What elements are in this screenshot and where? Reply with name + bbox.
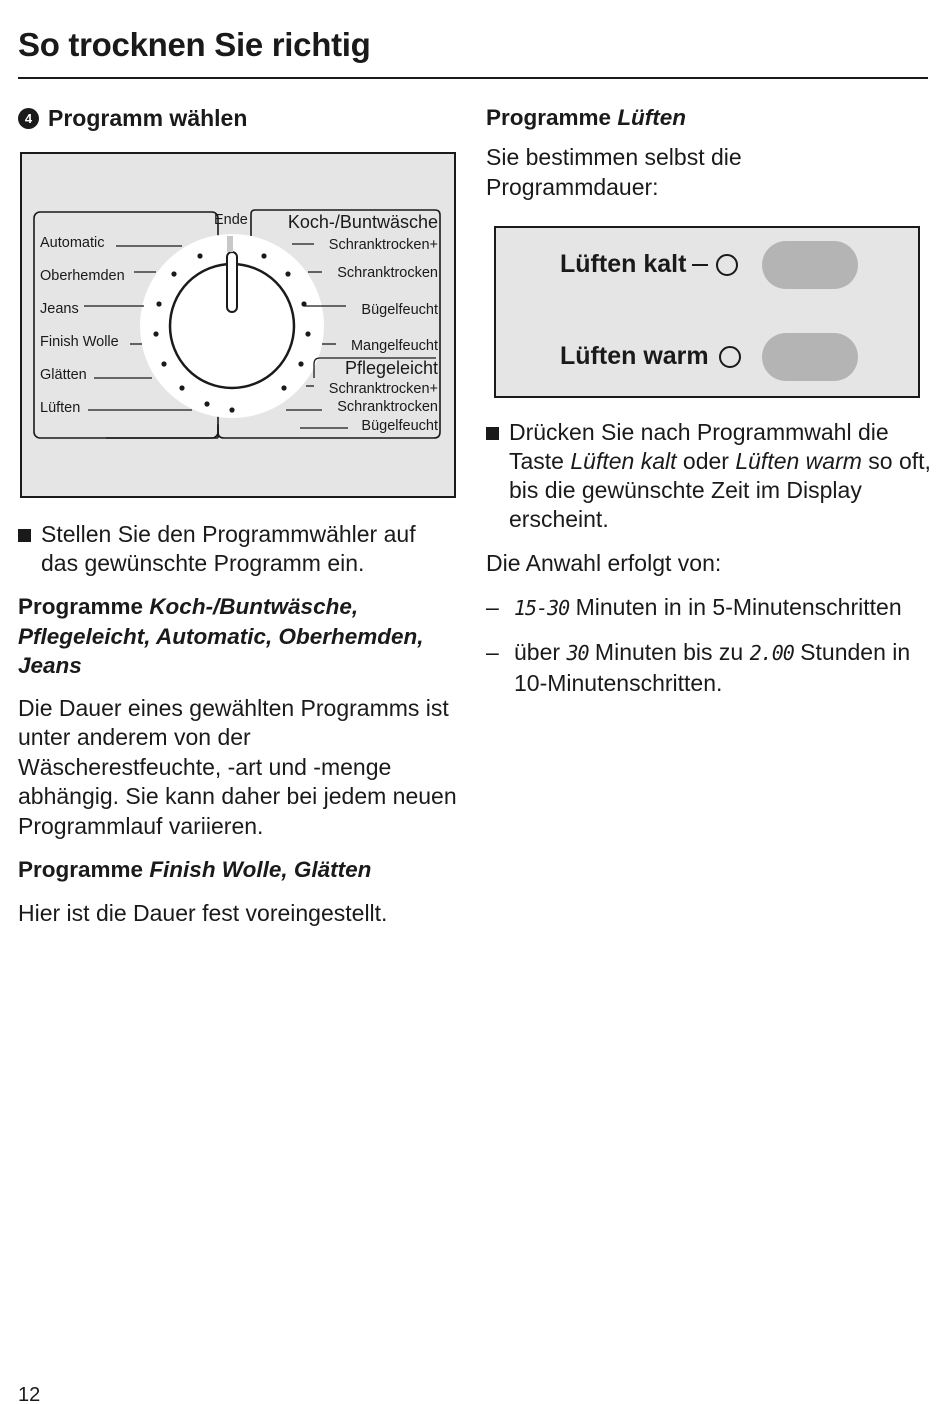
lueften-kalt-button[interactable] <box>762 241 858 289</box>
dial-label-glaetten: Glätten <box>40 367 87 383</box>
lueften-control-panel <box>494 226 920 398</box>
title-rule <box>18 77 928 79</box>
display-value-30: 30 <box>566 641 589 665</box>
left-text-block <box>18 520 458 928</box>
dial-label-koch-schranktrocken-plus: Schranktrocken+ <box>328 237 438 253</box>
bullet-press-button: Drücken Sie nach Programmwahl die Taste Lüften kalt oder Lüften warm so oft, bis die gewünschte Zeit im Display erscheint. <box>486 418 931 534</box>
display-value-15-30: 15-30 <box>514 595 570 620</box>
dial-label-koch-buegelfeucht: Bügelfeucht <box>361 302 438 318</box>
range-item-minutes: – 15-30 Minuten in in 5-Minutenschritten <box>486 593 902 620</box>
lueften-warm-row <box>560 342 741 371</box>
dial-label-lueften: Lüften <box>40 400 81 416</box>
lueften-kalt-led-icon <box>716 254 738 276</box>
step-number-badge: 4 <box>18 108 39 129</box>
dial-pointer <box>227 252 237 312</box>
para-selection-range: Die Anwahl erfolgt von: <box>486 550 722 576</box>
dial-label-ende: Ende <box>214 212 248 228</box>
para-self-duration: Sie bestimmen selbst die Programmdauer: <box>486 144 742 200</box>
left-column <box>18 100 458 926</box>
lueften-kalt-label: Lüften kalt <box>560 250 687 278</box>
program-dial-panel <box>20 152 456 498</box>
step-heading <box>18 100 458 136</box>
bullet-square-icon <box>486 427 499 440</box>
page-title: So trocknen Sie richtig <box>18 26 371 63</box>
lueften-kalt-leader <box>692 264 708 266</box>
dial-label-pflege-schranktrocken: Schranktrocken <box>337 399 438 415</box>
heading-finish-programs: Programme Finish Wolle, Glätten <box>18 857 372 882</box>
dial-label-finish-wolle: Finish Wolle <box>40 334 119 350</box>
program-dial-illustration <box>22 154 454 496</box>
lueften-kalt-row <box>560 250 738 279</box>
dial-label-jeans: Jeans <box>40 301 79 317</box>
dial-label-oberhemden: Oberhemden <box>40 268 125 284</box>
bullet-select-program: Stellen Sie den Programmwähler auf das gewünschte Programm ein. <box>18 520 458 578</box>
heading-koch-programs: Programme Koch-/Buntwäsche, Pflegeleicht, Automatic, Oberhemden, Jeans <box>18 594 424 678</box>
bullet-square-icon <box>18 529 31 542</box>
dial-label-automatic: Automatic <box>40 235 105 251</box>
right-column <box>486 100 931 698</box>
display-value-2-00: 2.00 <box>749 641 794 665</box>
para-duration-fixed: Hier ist die Dauer fest voreingestellt. <box>18 899 388 926</box>
step-title: Programm wählen <box>48 104 248 131</box>
dial-group-pflege-title: Pflegeleicht <box>344 358 438 378</box>
range-item-hours: – über 30 Minuten bis zu 2.00 Stunden in 10-Minutenschritten. <box>486 639 911 696</box>
dial-group-koch-title: Koch-/Buntwäsche <box>287 212 438 232</box>
para-duration-varies: Die Dauer eines gewählten Programms ist unter anderem von der Wäscherestfeuchte, -art und -menge abhängig. Sie kann daher bei jedem neuen Programmlauf variieren. <box>18 694 457 839</box>
ende-marker <box>227 236 233 252</box>
heading-lueften-programs: Programme Lüften <box>486 105 687 130</box>
dial-label-koch-schranktrocken: Schranktrocken <box>337 265 438 281</box>
lueften-warm-button[interactable] <box>762 333 858 381</box>
lueften-warm-led-icon <box>719 346 741 368</box>
dial-label-koch-mangelfeucht: Mangelfeucht <box>350 338 438 354</box>
dial-label-pflege-schranktrocken-plus: Schranktrocken+ <box>328 381 438 397</box>
lueften-warm-label: Lüften warm <box>560 342 709 370</box>
dial-label-pflege-buegelfeucht: Bügelfeucht <box>361 418 438 434</box>
page-number: 12 <box>18 1384 41 1404</box>
